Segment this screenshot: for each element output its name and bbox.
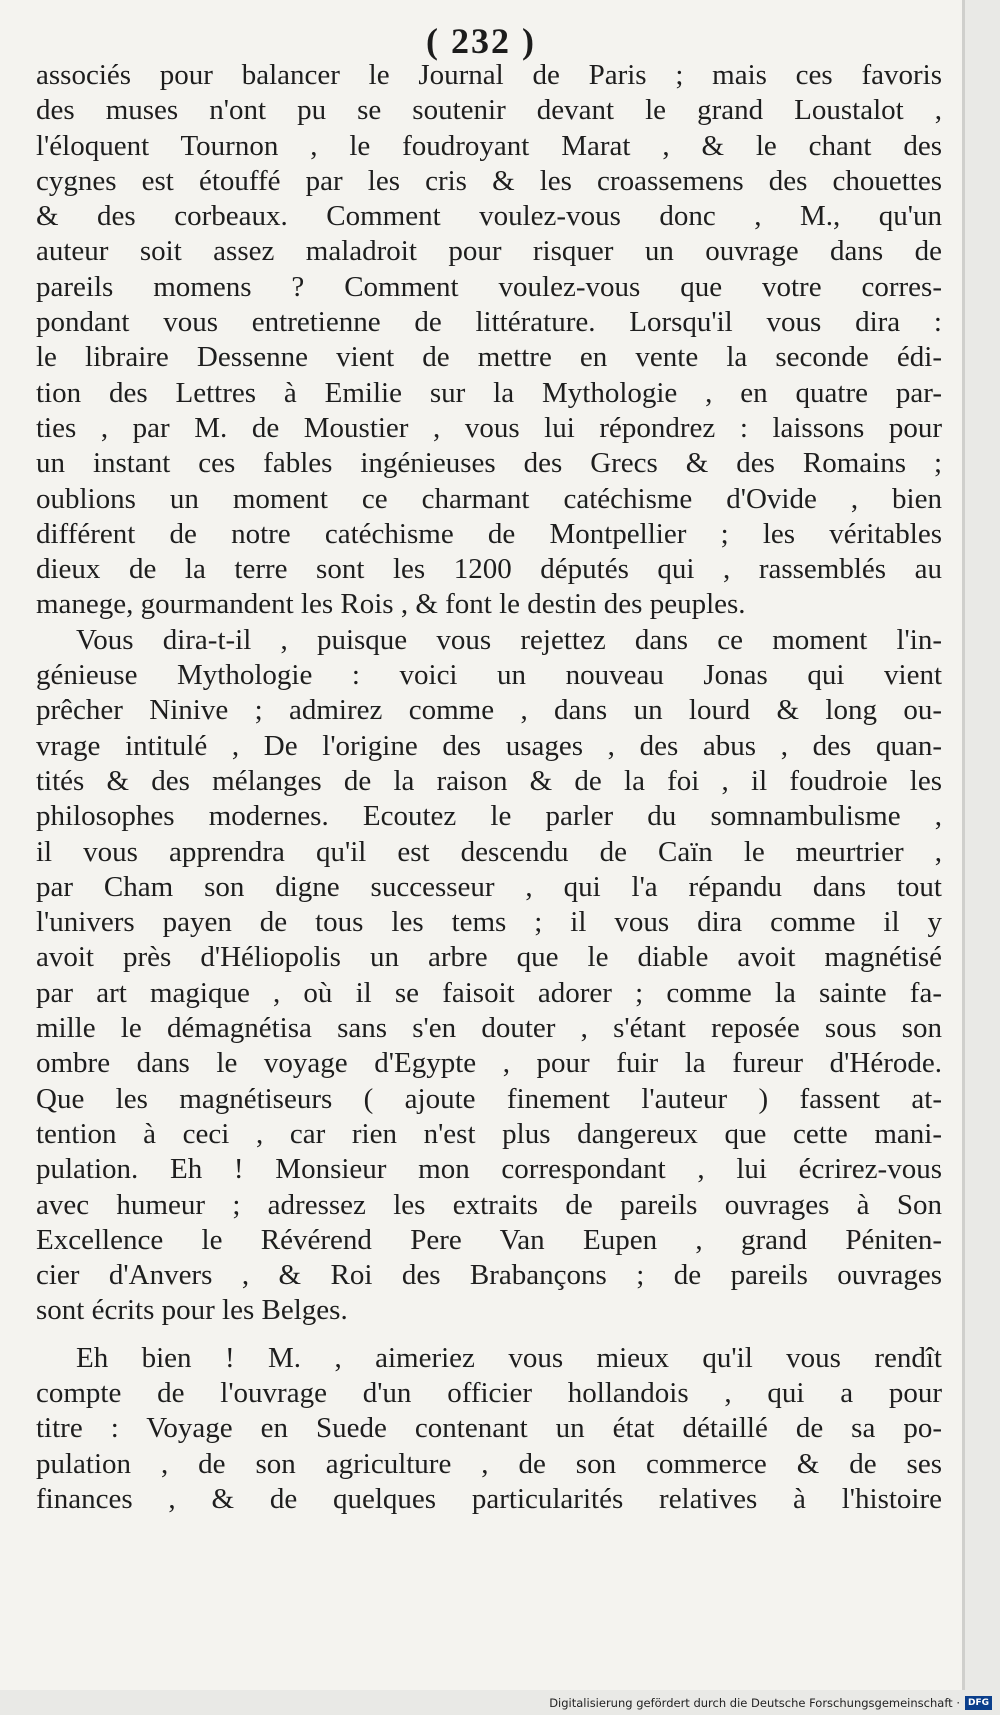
text-line: vrage intitulé , De l'origine des usages , des abus , des quan- xyxy=(36,729,942,762)
text-line: cier d'Anvers , & Roi des Brabançons ; de pareils ouvrages xyxy=(36,1259,942,1292)
text-line: avec humeur ; adressez les extraits de pareils ouvrages à Son xyxy=(36,1188,942,1221)
dfg-logo: DFG xyxy=(965,1696,992,1710)
text-line: Que les magnétiseurs ( ajoute finement l'auteur ) fassent at- xyxy=(36,1082,942,1115)
text-line: le libraire Dessenne vient de mettre en vente la seconde édi- xyxy=(36,341,942,374)
text-line: ties , par M. de Moustier , vous lui répondrez : laissons pour xyxy=(36,411,942,444)
text-line: par Cham son digne successeur , qui l'a répandu dans tout xyxy=(36,870,942,903)
text-line: génieuse Mythologie : voici un nouveau Jonas qui vient xyxy=(36,659,942,692)
text-line: des muses n'ont pu se soutenir devant le grand Loustalot , xyxy=(36,94,942,127)
text-line: associés pour balancer le Journal de Paris ; mais ces favoris xyxy=(36,59,942,91)
text-line: pulation. Eh ! Monsieur mon correspondant , lui écrirez-vous xyxy=(36,1153,942,1186)
text-line: différent de notre catéchisme de Montpellier ; les véritables xyxy=(36,517,942,550)
text-line: oublions un moment ce charmant catéchisme d'Ovide , bien xyxy=(36,482,942,515)
text-line: cygnes est étouffé par les cris & les croassemens des chouettes xyxy=(36,164,942,197)
text-line: sont écrits pour les Belges. xyxy=(36,1294,348,1327)
text-line: Vous dira-t-il , puisque vous rejettez dans ce moment l'in- xyxy=(76,623,942,656)
text-line: Excellence le Révérend Pere Van Eupen , grand Péniten- xyxy=(36,1223,942,1256)
text-line: l'univers payen de tous les tems ; il vous dira comme il y xyxy=(36,906,942,939)
digitization-credit xyxy=(549,1693,992,1713)
text-line: tion des Lettres à Emilie sur la Mythologie , en quatre par- xyxy=(36,376,942,409)
text-line: pulation , de son agriculture , de son commerce & de ses xyxy=(36,1447,942,1480)
credit-text: Digitalisierung gefördert durch die Deutsche Forschungsgemeinschaft · xyxy=(549,1696,960,1710)
text-line: ombre dans le voyage d'Egypte , pour fuir la fureur d'Hérode. xyxy=(36,1047,942,1080)
text-line: tention à ceci , car rien n'est plus dangereux que cette mani- xyxy=(36,1117,942,1150)
text-line: dieux de la terre sont les 1200 députés qui , rassemblés au xyxy=(36,553,942,586)
text-line: finances , & de quelques particularités relatives à l'histoire xyxy=(36,1482,942,1515)
text-line: il vous apprendra qu'il est descendu de Caïn le meurtrier , xyxy=(36,835,942,868)
text-line: philosophes modernes. Ecoutez le parler du somnambulisme , xyxy=(36,800,942,833)
text-line: titre : Voyage en Suede contenant un état détaillé de sa po- xyxy=(36,1412,942,1445)
text-line: Eh bien ! M. , aimeriez vous mieux qu'il vous rendît xyxy=(76,1341,942,1374)
text-line: tités & des mélanges de la raison & de la foi , il foudroie les xyxy=(36,764,942,797)
page-number: ( 232 ) xyxy=(426,21,536,61)
text-line: l'éloquent Tournon , le foudroyant Marat , & le chant des xyxy=(36,129,942,162)
text-line: auteur soit assez maladroit pour risquer un ouvrage dans de xyxy=(36,235,942,268)
text-line: & des corbeaux. Comment voulez-vous donc , M., qu'un xyxy=(36,200,942,233)
text-line: par art magique , où il se faisoit adorer ; comme la sainte fa- xyxy=(36,976,942,1009)
text-line: compte de l'ouvrage d'un officier hollandois , qui a pour xyxy=(36,1376,942,1409)
text-line: mille le démagnétisa sans s'en douter , s'étant reposée sous son xyxy=(36,1012,942,1045)
text-line: prêcher Ninive ; admirez comme , dans un lourd & long ou- xyxy=(36,694,942,727)
body-text xyxy=(36,58,942,1517)
text-line: pareils momens ? Comment voulez-vous que votre corres- xyxy=(36,270,942,303)
text-line: avoit près d'Héliopolis un arbre que le diable avoit magnétisé xyxy=(36,941,942,974)
text-line: manege, gourmandent les Rois , & font le destin des peuples. xyxy=(36,588,746,621)
text-line: un instant ces fables ingénieuses des Grecs & des Romains ; xyxy=(36,447,942,480)
text-line: pondant vous entretienne de littérature. Lorsqu'il vous dira : xyxy=(36,306,942,339)
